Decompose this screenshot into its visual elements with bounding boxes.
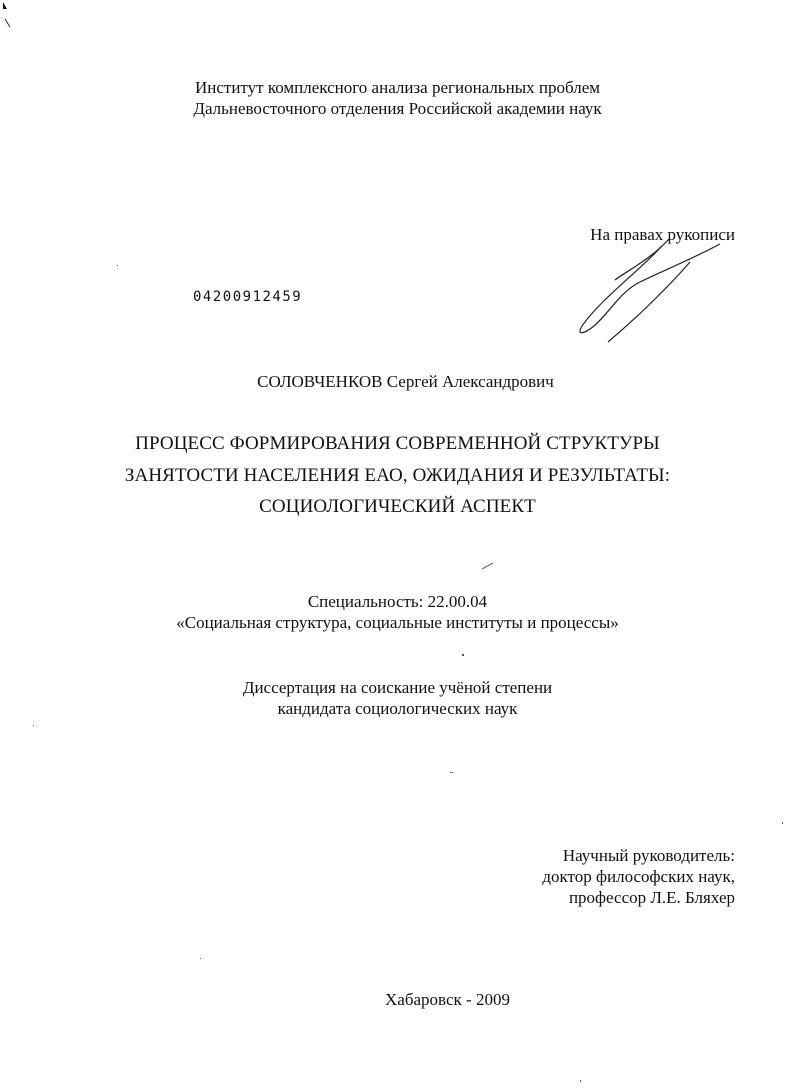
title-line-2: ЗАНЯТОСТИ НАСЕЛЕНИЯ ЕАО, ОЖИДАНИЯ И РЕЗУЛЬТАТЫ: xyxy=(124,465,671,486)
scan-artifact-icon xyxy=(0,0,20,30)
degree-line-2: кандидата социологических наук xyxy=(277,699,518,718)
institution-line-1: Институт комплексного анализа региональных проблем xyxy=(194,78,601,97)
scan-dot xyxy=(580,1080,581,1082)
scan-dot xyxy=(782,822,783,824)
scan-dot xyxy=(117,265,118,266)
author-name: СОЛОВЧЕНКОВ Сергей Александрович xyxy=(257,372,554,391)
degree-line-1: Диссертация на соискание учёной степени xyxy=(242,678,553,697)
scan-dot xyxy=(450,772,453,773)
supervisor-degree: доктор философских наук, xyxy=(542,867,735,886)
scan-dot xyxy=(33,725,34,726)
supervisor-label: Научный руководитель: xyxy=(562,846,735,865)
institution-line-2: Дальневосточного отделения Российской академии наук xyxy=(193,99,602,118)
archive-number: 04200912459 xyxy=(193,289,303,305)
pen-mark-icon xyxy=(480,560,496,572)
title-line-1: ПРОЦЕСС ФОРМИРОВАНИЯ СОВРЕМЕННОЙ СТРУКТУРЫ xyxy=(135,433,660,454)
signature-icon xyxy=(570,230,740,350)
specialty-code: Специальность: 22.00.04 xyxy=(307,592,488,611)
specialty-name: «Социальная структура, социальные институты и процессы» xyxy=(176,613,619,632)
place-year: Хабаровск - 2009 xyxy=(385,990,510,1009)
supervisor-name: профессор Л.Е. Бляхер xyxy=(568,888,735,907)
scan-dot xyxy=(462,654,464,656)
scan-dot xyxy=(200,958,201,959)
title-line-3: СОЦИОЛОГИЧЕСКИЙ АСПЕКТ xyxy=(259,496,536,517)
manuscript-note: На правах рукописи xyxy=(590,225,735,244)
